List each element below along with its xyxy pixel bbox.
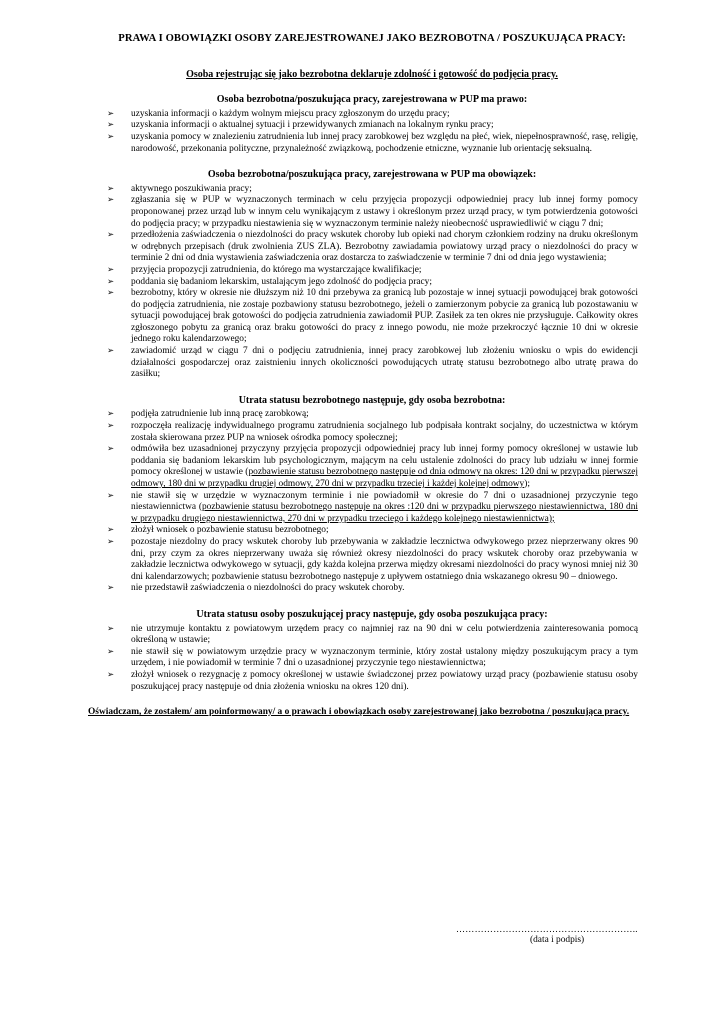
underlined-text: pozbawienie statusu bezrobotnego następuje na okres :120 dni w przypadku pierwszego niestawiennictwa, 180 dni w przypadku drugiego niestawiennictwa, 270 dni w przypadku trzeciego i każdego kolejnego niestawiennictwa); — [131, 502, 639, 524]
list-item — [106, 525, 638, 537]
list-item — [106, 195, 638, 230]
signature-label: (data i podpis) — [530, 935, 585, 945]
list-item — [106, 184, 638, 196]
item-text: zgłaszania się w PUP w wyznaczonych terminach w celu przyjęcia propozycji odpowiedniej pracy lub innej formy pomocy proponowanej przez urząd lub w innym celu wynikającym z ustawy i określonym przez urząd pracy, w tym potwierdzenia gotowości do podjęcia pracy; w przypadku niestawienia się w wyznaczonym terminie należy nieobecność usprawiedliwić w ciągu 7 dni; — [131, 195, 638, 229]
arrowhead-bullet-icon: ➢ — [107, 230, 115, 241]
arrowhead-bullet-icon: ➢ — [107, 120, 115, 131]
arrowhead-bullet-icon: ➢ — [107, 583, 115, 594]
arrowhead-bullet-icon: ➢ — [107, 525, 115, 536]
list-item — [106, 421, 638, 444]
item-text: zawiadomić urząd w ciągu 7 dni o podjęciu zatrudnienia, innej pracy zarobkowej lub złożeniu wniosku o wpis do ewidencji działalności gospodarczej oraz zaistnieniu innych okoliczności powodujących utratę statusu bezrobotnego albo utratę prawa do zasiłku; — [131, 346, 638, 380]
list-item — [106, 265, 638, 277]
list-item — [106, 537, 638, 583]
section-heading: Utrata statusu osoby poszukującej pracy następuje, gdy osoba poszukująca pracy: — [196, 608, 548, 620]
list-item — [106, 409, 638, 421]
list-item — [106, 444, 638, 490]
section-list — [106, 184, 638, 381]
item-text: przyjęcia propozycji zatrudnienia, do którego ma wystarczające kwalifikacje; — [131, 264, 422, 275]
section-3 — [106, 609, 638, 693]
item-text: uzyskania pomocy w znalezieniu zatrudnienia lub innej pracy zarobkowej bez względu na płeć, wiek, niepełnosprawność, rasę, religię, narodowość, przekonania polityczne, przynależność związkową, pochodzenie etniczne, wyznanie lub orientację seksualną. — [131, 131, 638, 154]
item-text: nie stawił się w urzędzie w wyznaczonym terminie i nie powiadomił w okresie do 7 dni o uzasadnionej przyczynie tego niestawiennictwa ( — [131, 490, 638, 513]
arrowhead-bullet-icon: ➢ — [107, 131, 115, 142]
arrowhead-bullet-icon: ➢ — [107, 490, 115, 501]
arrowhead-bullet-icon: ➢ — [107, 276, 115, 287]
section-heading: Osoba bezrobotna/poszukująca pracy, zarejestrowana w PUP ma obowiązek: — [207, 169, 537, 181]
arrowhead-bullet-icon: ➢ — [107, 536, 115, 547]
section-heading: Osoba bezrobotna/poszukująca pracy, zarejestrowana w PUP ma prawo: — [216, 94, 528, 106]
declaration-line: Osoba rejestrując się jako bezrobotna deklaruje zdolność i gotowość do podjęcia pracy. — [186, 68, 558, 80]
item-text: pozostaje niezdolny do pracy wskutek choroby lub przebywania w zakładzie lecznictwa odwykowego przez nieprzerwany okres 90 dni, przy czym za okres nieprzerwany uważa się również okresy niezdolności do pracy wskutek choroby oraz przebywania w zakładzie lecznictwa odwykowego w sytuacji, gdy każda kolejna przerwa między okresami niezdolności do pracy wynosi mniej niż 30 dni kalendarzowych; pozbawienie statusu bezrobotnego następuje z upływem ostatniego dnia wskazanego okresu 90 – dniowego. — [131, 536, 638, 582]
section-2 — [106, 395, 638, 595]
section-heading: Utrata statusu bezrobotnego następuje, gdy osoba bezrobotna: — [238, 394, 506, 406]
item-text: podjęła zatrudnienie lub inną pracę zarobkową; — [131, 409, 309, 420]
item-text: poddania się badaniom lekarskim, ustalającym jego zdolność do podjęcia pracy; — [131, 276, 432, 287]
item-text: złożył wniosek o pozbawienie statusu bezrobotnego; — [131, 525, 329, 536]
list-item — [106, 346, 638, 381]
sections-container — [106, 94, 638, 693]
item-text: bezrobotny, który w okresie nie dłuższym niż 10 dni przebywa za granicą lub pozostaje w innej sytuacji powodującej brak gotowości do podjęcia zatrudnienia, nie zostaje pozbawiony statusu bezrobotnego, jeżeli o zamierzonym pobycie za granicą lub pozostawaniu w sytuacji powodującej brak gotowości do podjęcia zatrudnienia zawiadomił PUP. Zasiłek za ten okres nie przysługuje. Całkowity okres zgłoszonego pobytu za granicą oraz braku gotowości do pracy z innego powodu, nie może przekroczyć łącznie 10 dni w okresie jednego roku kalendarzowego; — [131, 288, 638, 345]
list-item — [106, 624, 638, 647]
item-text: uzyskania informacji o każdym wolnym miejscu pracy zgłoszonym do urzędu pracy; — [131, 108, 450, 119]
arrowhead-bullet-icon: ➢ — [107, 421, 115, 432]
item-text: przedłożenia zaświadczenia o niezdolności do pracy wskutek choroby lub opieki nad chorym członkiem rodziny na druku określonym w odrębnych przepisach (druk zwolnienia ZUS ZLA). Bezrobotny zawiadamia powiatowy urząd pracy o niezdolności do pracy w terminie 2 dni od dnia wystawienia zaświadczenia oraz dostarcza to zaświadczenie w terminie 7 dni od dnia jego wystawienia; — [131, 230, 638, 264]
arrowhead-bullet-icon: ➢ — [107, 288, 115, 299]
item-text: nie utrzymuje kontaktu z powiatowym urzędem pracy co najmniej raz na 90 dni w celu potwierdzenia zainteresowania pomocą określoną w ustawie; — [131, 623, 638, 646]
arrowhead-bullet-icon: ➢ — [107, 183, 115, 194]
arrowhead-bullet-icon: ➢ — [107, 409, 115, 420]
item-text: odmówiła bez uzasadnionej przyczyny przyjęcia propozycji odpowiedniej pracy lub innej formy pomocy określonej w ustawie lub poddania się badaniom lekarskim lub psychologicznym, mającym na celu ustalenie zdolności do pracy lub udziału w innej formie pomocy określonej w ustawie ( — [131, 444, 638, 478]
arrowhead-bullet-icon: ➢ — [107, 195, 115, 206]
section-1 — [106, 169, 638, 381]
list-item — [106, 120, 638, 132]
list-item — [106, 132, 638, 155]
arrowhead-bullet-icon: ➢ — [107, 669, 115, 680]
underlined-text: pozbawienie statusu bezrobotnego następuje od dnia odmowy na okres: 120 dni w przypadku pierwszej odmowy, 180 dni w przypadku drugiej odmowy, 270 dni w przypadku trzeciej i każdej kolejnej odmowy — [131, 467, 638, 489]
arrowhead-bullet-icon: ➢ — [107, 264, 115, 275]
arrowhead-bullet-icon: ➢ — [107, 646, 115, 657]
item-text: uzyskania informacji o aktualnej sytuacji i przewidywanych zmianach na lokalnym rynku pracy; — [131, 120, 494, 131]
list-item — [106, 230, 638, 265]
item-text: nie stawił się w powiatowym urzędzie pracy w wyznaczonym terminie, który został ustalony między poszukującym pracy a tym urzędem, i nie powiadomił w terminie 7 dni o uzasadnionej przyczynie tego niestawiennictwa; — [131, 646, 638, 669]
item-text: złożył wniosek o rezygnację z pomocy określonej w ustawie świadczonej przez powiatowy urząd pracy (pozbawienie statusu osoby poszukującej pracy następuje od dnia złożenia wniosku na okres 120 dni). — [131, 669, 638, 692]
list-item — [106, 670, 638, 693]
arrowhead-bullet-icon: ➢ — [107, 346, 115, 357]
statement-text: Oświadczam, że zostałem/ am poinformowany/ a o prawach i obowiązkach osoby zarejestrowanej jako bezrobotna / poszukująca pracy. — [88, 707, 630, 718]
section-0 — [106, 94, 638, 155]
arrowhead-bullet-icon: ➢ — [107, 108, 115, 119]
signature-line: ………………………………………………….. — [456, 924, 638, 934]
arrowhead-bullet-icon: ➢ — [107, 623, 115, 634]
list-item — [106, 109, 638, 121]
list-item — [106, 288, 638, 346]
item-text: aktywnego poszukiwania pracy; — [131, 183, 252, 194]
section-list — [106, 409, 638, 595]
item-text: rozpoczęła realizację indywidualnego programu zatrudnienia socjalnego lub podpisała kontrakt socjalny, do uczestnictwa w którym została skierowana przez PUP na wniosek ośrodka pomocy społecznej; — [131, 421, 638, 443]
list-item — [106, 647, 638, 670]
list-item — [106, 277, 638, 289]
list-item — [106, 491, 638, 526]
document-title: PRAWA I OBOWIĄZKI OSOBY ZAREJESTROWANEJ JAKO BEZROBOTNA / POSZUKUJĄCA PRACY: — [118, 33, 626, 44]
section-list — [106, 624, 638, 694]
item-text: ); — [524, 479, 530, 489]
list-item — [106, 583, 638, 595]
arrowhead-bullet-icon: ➢ — [107, 444, 115, 455]
item-text: nie przedstawił zaświadczenia o niezdolności do pracy wskutek choroby. — [131, 583, 405, 594]
section-list — [106, 109, 638, 155]
